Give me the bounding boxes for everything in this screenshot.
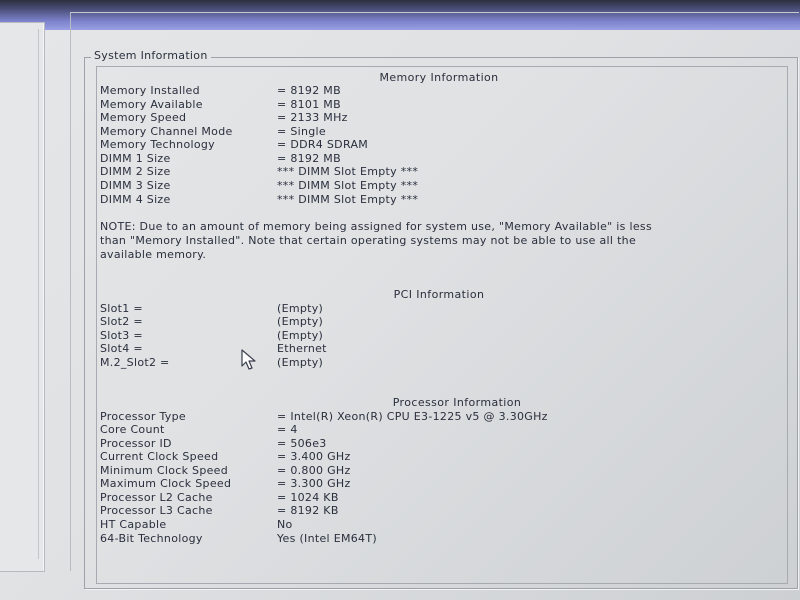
row-value: = 8101 MB <box>277 98 341 111</box>
row-value: = 4 <box>277 423 298 436</box>
row-value: = 3.300 GHz <box>277 477 351 490</box>
row-label: Memory Speed <box>100 111 187 124</box>
row-label: Core Count <box>100 423 165 436</box>
row-value: = 506e3 <box>277 437 327 450</box>
row-label: DIMM 1 Size <box>100 152 171 165</box>
row-label: HT Capable <box>100 518 167 531</box>
row-value: = 8192 KB <box>277 504 339 517</box>
mouse-pointer-icon <box>241 349 257 371</box>
row-label: Memory Installed <box>100 84 200 97</box>
row-value: = 3.400 GHz <box>277 450 351 463</box>
row-label: 64-Bit Technology <box>100 532 203 545</box>
row-label: Maximum Clock Speed <box>100 477 232 490</box>
row-value: (Empty) <box>277 329 324 342</box>
row-value: (Empty) <box>277 356 324 369</box>
row-value: Yes (Intel EM64T) <box>277 532 377 545</box>
row-value: *** DIMM Slot Empty *** <box>277 193 419 206</box>
note-line: NOTE: Due to an amount of memory being assigned for system use, "Memory Available" is less <box>100 220 652 233</box>
row-value: = 8192 MB <box>277 84 341 97</box>
row-label: DIMM 2 Size <box>100 165 171 178</box>
row-value: (Empty) <box>277 315 324 328</box>
navigation-pane[interactable] <box>0 22 45 572</box>
row-label: Memory Available <box>100 98 203 111</box>
group-title: System Information <box>91 48 211 64</box>
row-label: Memory Channel Mode <box>100 125 233 138</box>
row-value: (Empty) <box>277 302 324 315</box>
row-value: = Single <box>277 125 326 138</box>
row-label: Processor L3 Cache <box>100 504 213 517</box>
processor-section-title: Processor Information <box>392 396 522 409</box>
row-label: Memory Technology <box>100 138 215 151</box>
memory-section-title: Memory Information <box>379 71 499 84</box>
row-label: Slot3 = <box>100 329 143 342</box>
row-label: Current Clock Speed <box>100 450 219 463</box>
row-value: *** DIMM Slot Empty *** <box>277 165 419 178</box>
row-value: *** DIMM Slot Empty *** <box>277 179 419 192</box>
pci-section-title: PCI Information <box>393 288 485 301</box>
row-label: Processor ID <box>100 437 172 450</box>
row-value: = Intel(R) Xeon(R) CPU E3-1225 v5 @ 3.30GHz <box>277 410 548 423</box>
navigation-pane-border <box>0 29 39 559</box>
row-label: Processor Type <box>100 410 186 423</box>
row-value: = 0.800 GHz <box>277 464 351 477</box>
row-label: Processor L2 Cache <box>100 491 213 504</box>
row-value: = 1024 KB <box>277 491 339 504</box>
row-value: = 2133 MHz <box>277 111 348 124</box>
row-label: Slot4 = <box>100 342 143 355</box>
row-label: M.2_Slot2 = <box>100 356 170 369</box>
row-value: = 8192 MB <box>277 152 341 165</box>
row-value: = DDR4 SDRAM <box>277 138 369 151</box>
row-label: Slot2 = <box>100 315 143 328</box>
row-value: Ethernet <box>277 342 327 355</box>
row-label: DIMM 4 Size <box>100 193 171 206</box>
row-label: Minimum Clock Speed <box>100 464 229 477</box>
row-label: Slot1 = <box>100 302 143 315</box>
note-line: available memory. <box>100 248 207 261</box>
row-label: DIMM 3 Size <box>100 179 171 192</box>
note-line: than "Memory Installed". Note that certain operating systems may not be able to use all the <box>100 234 637 247</box>
row-value: No <box>277 518 293 531</box>
memory-note <box>100 220 730 262</box>
